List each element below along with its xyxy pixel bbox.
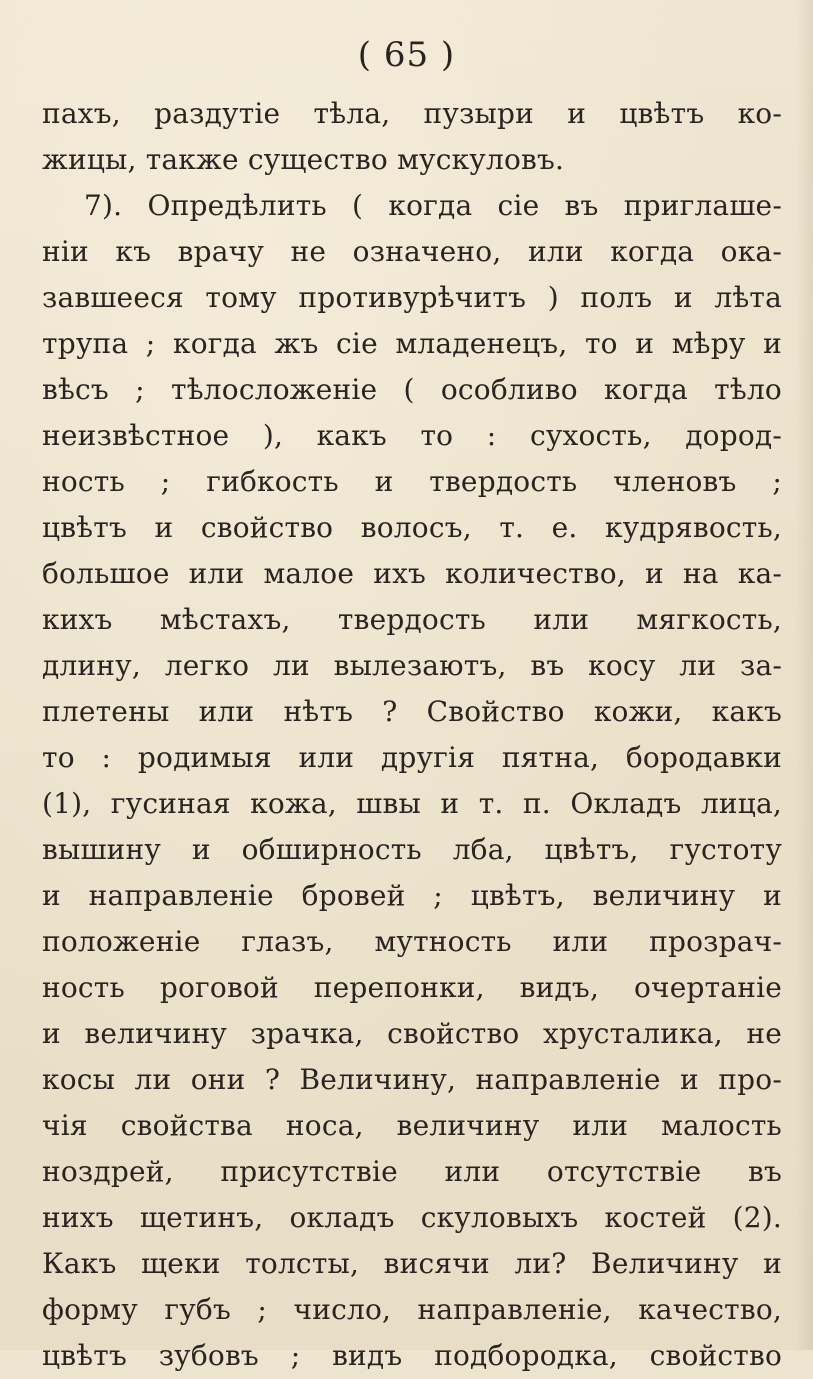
body-text (42, 91, 782, 1379)
text-line: трупа ; когда жъ сіе младенецъ, то и мѣру и (42, 327, 782, 360)
text-line: и направленіе бровей ; цвѣтъ, величину и (42, 879, 782, 912)
text-line: пахъ, раздутіе тѣла, пузыри и цвѣтъ ко- (42, 97, 782, 130)
text-line: чія свойства носа, величину или малость (42, 1109, 782, 1142)
text-line: длину, легко ли вылезаютъ, въ косу ли за- (42, 649, 782, 682)
text-line: ніи къ врачу не означено, или когда ока- (42, 235, 782, 268)
text-line: косы ли они ? Величину, направленіе и про- (42, 1063, 782, 1096)
text-line: нихъ щетинъ, окладъ скуловыхъ костей (2). (42, 1201, 782, 1234)
page-number: ( 65 ) (357, 35, 456, 75)
text-line: (1), гусиная кожа, швы и т. п. Окладъ лица, (42, 787, 782, 820)
text-line: плетены или нѣтъ ? Свойство кожи, какъ (42, 695, 782, 728)
text-line: ность ; гибкость и твердость членовъ ; (42, 465, 782, 498)
text-line: кихъ мѣстахъ, твердость или мягкость, (42, 603, 782, 636)
text-line: ность роговой перепонки, видъ, очертаніе (42, 971, 782, 1004)
text-line: завшееся тому противурѣчитъ ) полъ и лѣта (42, 281, 782, 314)
text-line: положеніе глазъ, мутность или прозрач- (42, 925, 782, 958)
text-line: неизвѣстное ), какъ то : сухость, дород- (42, 419, 782, 452)
text-line: то : родимыя или другія пятна, бородавки (42, 741, 782, 774)
text-line: жицы, также существо мускуловъ. (42, 143, 565, 176)
text-line: цвѣтъ и свойство волосъ, т. е. кудрявость, (42, 511, 782, 544)
page-edge-shadow (795, 0, 813, 1350)
text-line: ноздрей, присутствіе или отсутствіе въ (42, 1155, 782, 1188)
text-line: форму губъ ; число, направленіе, качество, (42, 1293, 782, 1326)
text-line: вышину и обширность лба, цвѣтъ, густоту (42, 833, 782, 866)
text-line: цвѣтъ зубовъ ; видъ подбородка, свойство (42, 1339, 782, 1372)
text-line: вѣсъ ; тѣлосложеніе ( особливо когда тѣло (42, 373, 782, 406)
text-line: большое или малое ихъ количество, и на ка- (42, 557, 782, 590)
text-line: и величину зрачка, свойство хрусталика, не (42, 1017, 782, 1050)
text-line: Какъ щеки толсты, висячи ли? Величину и (42, 1247, 782, 1280)
text-line: 7). Опредѣлить ( когда сіе въ приглаше- (84, 189, 782, 222)
